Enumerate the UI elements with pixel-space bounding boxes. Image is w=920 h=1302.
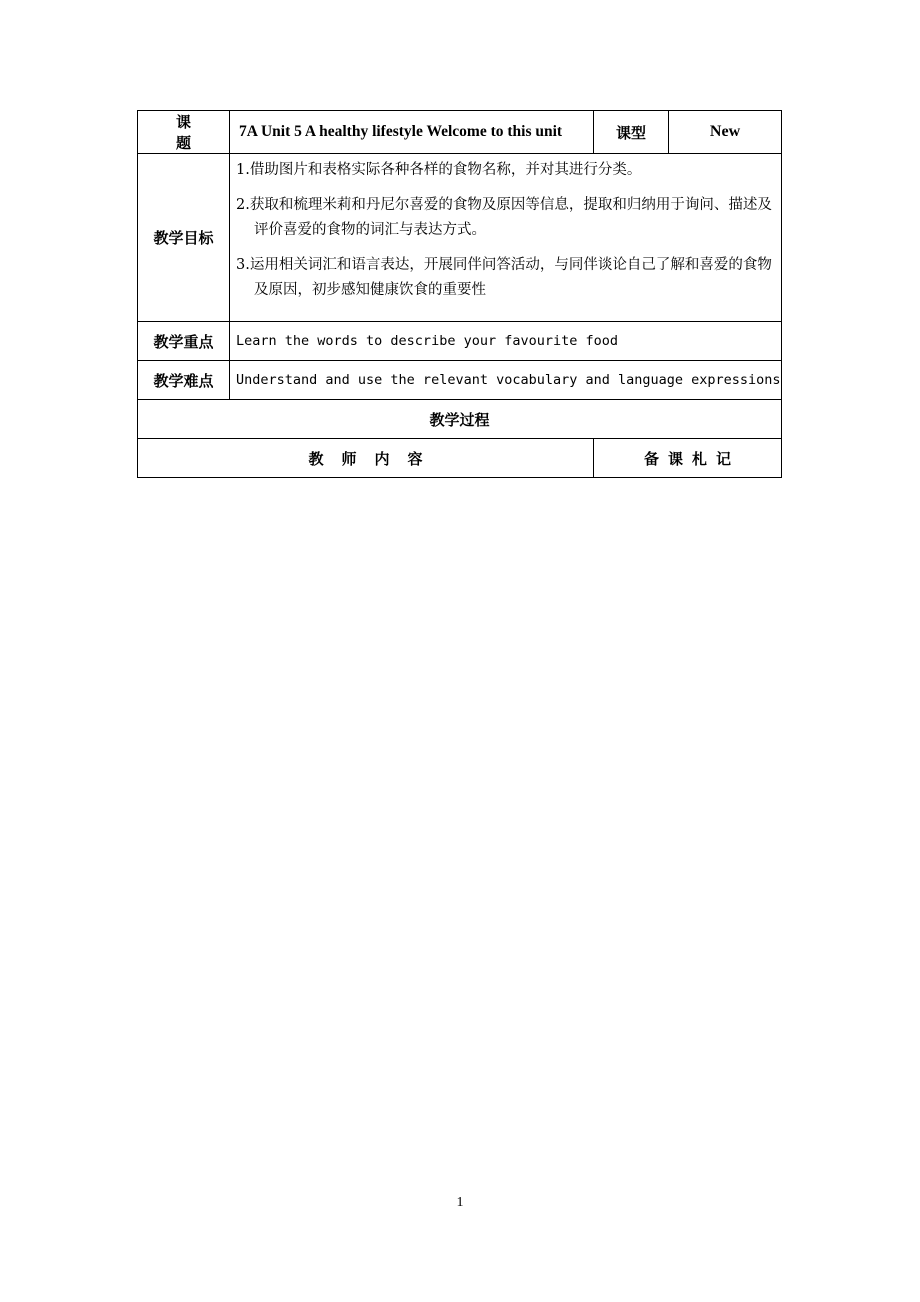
lesson-type-label: 课型	[594, 111, 669, 154]
process-header-row	[138, 439, 782, 478]
difficulties-row	[138, 361, 782, 400]
topic-label: 课题	[138, 111, 230, 154]
lesson-plan-table	[137, 110, 782, 478]
key-points-label: 教学重点	[138, 322, 230, 361]
objective-item: 2.获取和梳理米莉和丹尼尔喜爱的食物及原因等信息，提取和归纳用于询问、描述及评价喜爱的食物的词汇与表达方式。	[236, 197, 772, 238]
objectives-label: 教学目标	[138, 154, 230, 322]
topic-value: 7A Unit 5 A healthy lifestyle Welcome to this unit	[230, 111, 594, 154]
objective-item: 3.运用相关词汇和语言表达，开展同伴问答活动，与同伴谈论自己了解和喜爱的食物及原因，初步感知健康饮食的重要性	[236, 257, 772, 298]
objective-item: 1.借助图片和表格实际各种各样的食物名称，并对其进行分类。	[236, 162, 642, 178]
key-points-value: Learn the words to describe your favourite food	[230, 322, 782, 361]
teacher-content-header: 教师内容	[138, 439, 594, 478]
difficulties-value: Understand and use the relevant vocabulary and language expressions	[230, 361, 782, 400]
process-title-row	[138, 400, 782, 439]
difficulties-label: 教学难点	[138, 361, 230, 400]
process-title: 教学过程	[138, 400, 782, 439]
page-number: 1	[456, 1195, 464, 1210]
key-points-row	[138, 322, 782, 361]
lesson-notes-header: 备课札记	[594, 439, 782, 478]
objectives-row	[138, 154, 782, 322]
topic-row	[138, 111, 782, 154]
lesson-type-value: New	[669, 111, 782, 154]
objectives-list	[230, 154, 782, 322]
